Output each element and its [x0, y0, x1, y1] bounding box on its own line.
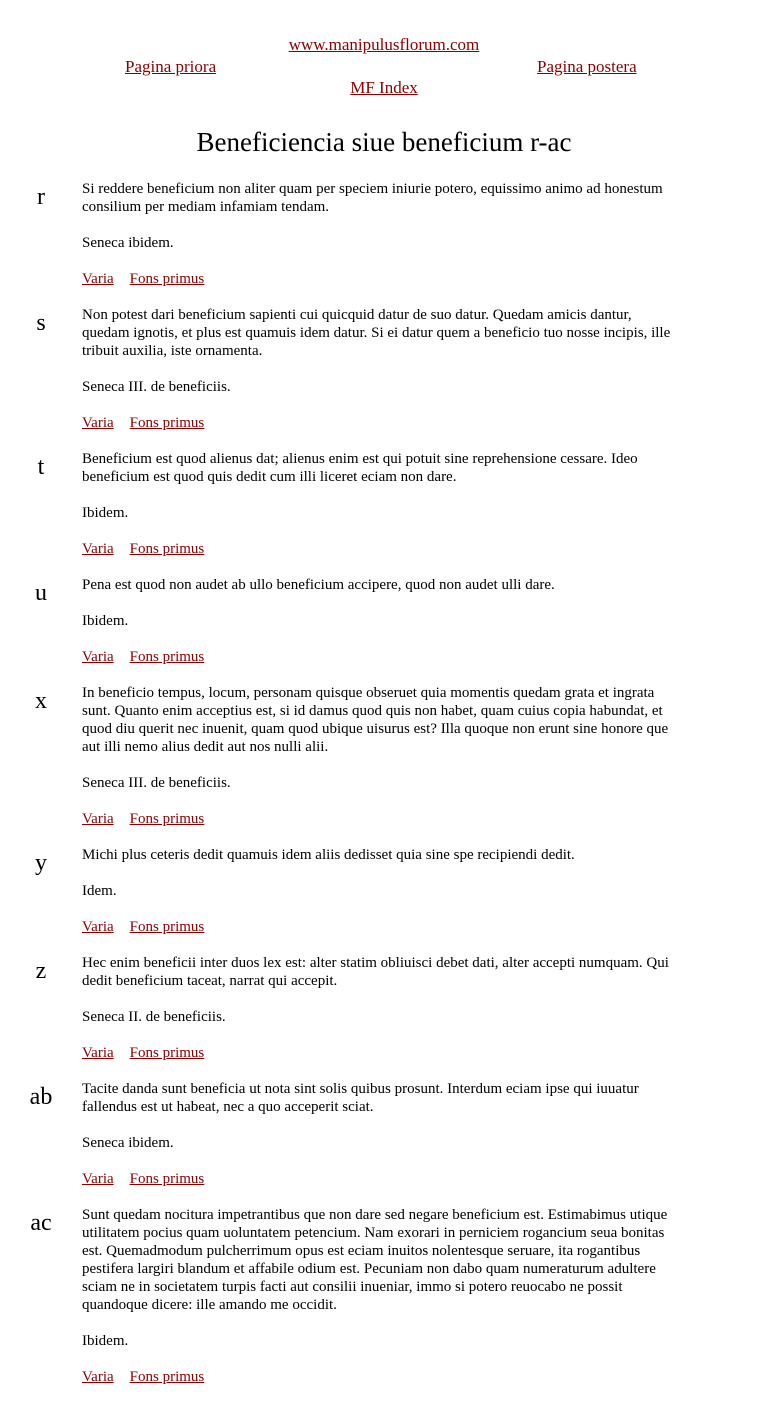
- entry-source: Seneca ibidem.: [82, 1135, 174, 1151]
- entry: [0, 684, 768, 846]
- fons-primus-link[interactable]: Fons primus: [129, 1045, 205, 1061]
- entry-source: Seneca III. de beneficiis.: [82, 379, 231, 395]
- previous-page-link[interactable]: Pagina priora: [125, 57, 217, 76]
- varia-link[interactable]: Varia: [82, 415, 114, 431]
- entry-text: Non potest dari beneficium sapienti cui quicquid datur de suo datur. Quedam amicis dantur, quedam ignotis, et plus est quamuis idem datur. Si ei datur quem a beneficio tuo nosse incipis, ille tribuit auxilia, iste ornamenta.: [82, 307, 671, 359]
- entry-body: [82, 1080, 682, 1206]
- fons-primus-link[interactable]: Fons primus: [129, 415, 205, 431]
- index-link[interactable]: MF Index: [350, 78, 418, 97]
- varia-link[interactable]: Varia: [82, 649, 114, 665]
- entry-text: Beneficium est quod alienus dat; alienus enim est qui potuit sine reprehensione cessare. Ideo beneficium est quod quis dedit cum illi liceret eciam non dare.: [82, 451, 638, 485]
- entry-letter: t: [37, 454, 45, 480]
- entry-source: Ibidem.: [82, 505, 129, 521]
- entry-links: [82, 1368, 682, 1404]
- fons-primus-link[interactable]: Fons primus: [129, 1171, 205, 1187]
- entry-text: Michi plus ceteris dedit quamuis idem aliis dedisset quia sine spe recipiendi dedit.: [82, 847, 575, 863]
- entry-links: [82, 540, 682, 576]
- entry: [0, 306, 768, 450]
- entry-text: Tacite danda sunt beneficia ut nota sint solis quibus prosunt. Interdum eciam ipse qui iuuatur fallendus est ut habeat, nec a quo acceperit sciat.: [82, 1081, 639, 1115]
- entry-letter: ab: [29, 1084, 53, 1110]
- varia-link[interactable]: Varia: [82, 1045, 114, 1061]
- fons-primus-link[interactable]: Fons primus: [129, 811, 205, 827]
- page-title: Beneficiencia siue beneficium r-ac: [196, 127, 572, 157]
- entry: [0, 450, 768, 576]
- varia-link[interactable]: Varia: [82, 811, 114, 827]
- varia-link[interactable]: Varia: [82, 1171, 114, 1187]
- entry-letter: x: [35, 688, 47, 714]
- fons-primus-link[interactable]: Fons primus: [129, 541, 205, 557]
- entry: [0, 1080, 768, 1206]
- entry-letter: y: [35, 850, 47, 876]
- entry-body: [82, 1206, 682, 1404]
- fons-primus-link[interactable]: Fons primus: [129, 1369, 205, 1385]
- entry-links: [82, 648, 682, 684]
- entry-links: [82, 270, 682, 306]
- entry: [0, 1206, 768, 1404]
- fons-primus-link[interactable]: Fons primus: [129, 271, 205, 287]
- entry-letter: z: [35, 958, 47, 984]
- site-link[interactable]: www.manipulusflorum.com: [288, 35, 480, 54]
- entry-source: Seneca ibidem.: [82, 235, 174, 251]
- entry-text: Hec enim beneficii inter duos lex est: alter statim obliuisci debet dati, alter accepti numquam. Qui dedit beneficium taceat, narrat qui accepit.: [82, 955, 669, 989]
- varia-link[interactable]: Varia: [82, 919, 114, 935]
- varia-link[interactable]: Varia: [82, 541, 114, 557]
- entry-source: Seneca II. de beneficiis.: [82, 1009, 226, 1025]
- entry-body: [82, 306, 682, 450]
- fons-primus-link[interactable]: Fons primus: [129, 649, 205, 665]
- entry-text: Si reddere beneficium non aliter quam per speciem iniurie potero, equissimo animo ad honestum consilium per mediam infamiam tendam.: [82, 181, 663, 215]
- entry: [0, 180, 768, 306]
- entry-links: [82, 918, 682, 954]
- entry-body: [82, 180, 682, 306]
- entry-text: Sunt quedam nocitura impetrantibus que non dare sed negare beneficium est. Estimabimus utique utilitatem pocius quam uoluntatem petencium. Nam exorari in perniciem rogancium seua bonitas est. Quemadmodum pulcherrimum opus est eciam inuitos nolentesque seruare, ita rogantibus pestifera largiri blandum et affabile odium est. Pecuniam non dabo quam numeraturum adultere sciam ne in societatem turpis facti aut consilii inueniar, immo si potero reuocabo ne possit quandoque dicere: ille amando me occidit.: [82, 1207, 668, 1313]
- entry-source: Ibidem.: [82, 613, 129, 629]
- entry: [0, 846, 768, 954]
- entry-letter: s: [36, 310, 46, 336]
- entry-source: Ibidem.: [82, 1333, 129, 1349]
- entry-body: [82, 450, 682, 576]
- entry-links: [82, 1044, 682, 1080]
- entry-body: [82, 846, 682, 954]
- next-page-link[interactable]: Pagina postera: [537, 57, 637, 76]
- entry-body: [82, 954, 682, 1080]
- entry-text: In beneficio tempus, locum, personam quisque obseruet quia momentis quedam grata et ingrata sunt. Quanto enim acceptius est, si id damus quod quis non habet, quam cuius copia habundat, et quod diu querit nec inuenit, quam quod ubique uisurus est? Illa quoque non erunt sine honore que aut illi nemo alius dedit aut nos nulli alii.: [82, 685, 669, 755]
- entry-letter: ac: [30, 1210, 52, 1236]
- entry-text: Pena est quod non audet ab ullo beneficium accipere, quod non audet ulli dare.: [82, 577, 555, 593]
- varia-link[interactable]: Varia: [82, 271, 114, 287]
- entry-links: [82, 414, 682, 450]
- entry: [0, 954, 768, 1080]
- entry-body: [82, 576, 682, 684]
- entry-letter: u: [35, 580, 47, 606]
- entry-source: Idem.: [82, 883, 117, 899]
- entry: [0, 576, 768, 684]
- varia-link[interactable]: Varia: [82, 1369, 114, 1385]
- fons-primus-link[interactable]: Fons primus: [129, 919, 205, 935]
- entry-body: [82, 684, 682, 846]
- entry-links: [82, 1170, 682, 1206]
- entry-list: [0, 180, 768, 1404]
- entry-links: [82, 810, 682, 846]
- entry-source: Seneca III. de beneficiis.: [82, 775, 231, 791]
- entry-letter: r: [37, 184, 45, 210]
